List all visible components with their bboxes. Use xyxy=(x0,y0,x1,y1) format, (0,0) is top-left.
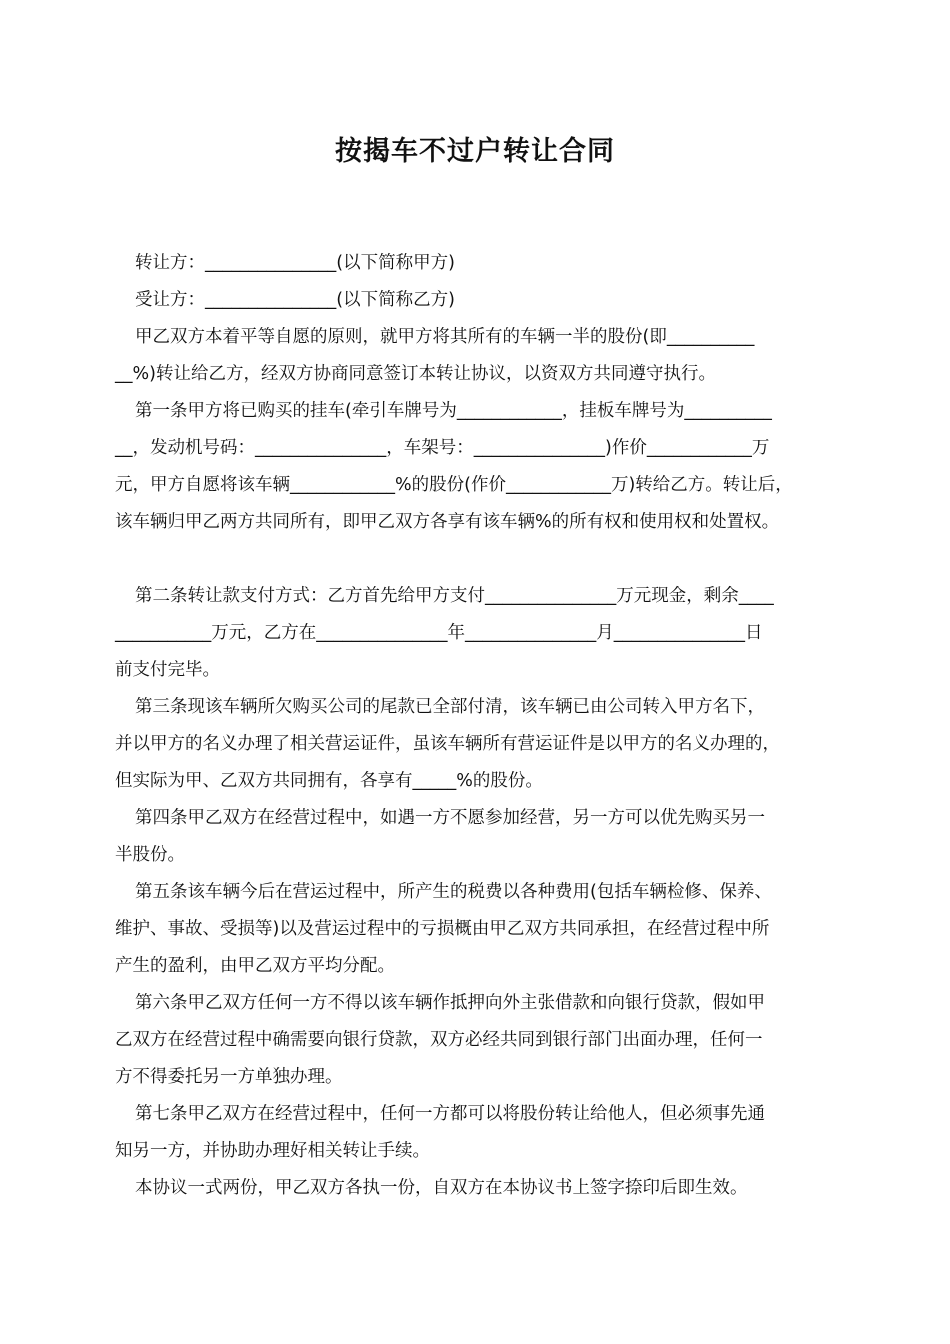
article-5-line-1: 第五条该车辆今后在营运过程中，所产生的税费以各种费用(包括车辆检修、保养、 xyxy=(135,882,772,902)
article-2-line-1: 第二条转让款支付方式：乙方首先给甲方支付_______________万元现金，剩余____ xyxy=(135,586,774,606)
preamble-line-1: 甲乙双方本着平等自愿的原则，就甲方将其所有的车辆一半的股份(即__________ xyxy=(135,327,755,347)
article-4-line-1: 第四条甲乙双方在经营过程中，如遇一方不愿参加经营，另一方可以优先购买另一 xyxy=(135,808,765,828)
article-1-line-3: 元，甲方自愿将该车辆____________%的股份(作价____________万)转给乙方。转让后， xyxy=(115,475,793,495)
article-7-line-1: 第七条甲乙双方在经营过程中，任何一方都可以将股份转让给他人，但必须事先通 xyxy=(135,1104,765,1124)
article-3-line-2: 并以甲方的名义办理了相关营运证件，虽该车辆所有营运证件是以甲方的名义办理的， xyxy=(115,734,780,754)
article-3-line-3: 但实际为甲、乙双方共同拥有，各享有_____%的股份。 xyxy=(115,771,543,791)
article-5-line-3: 产生的盈利，由甲乙双方平均分配。 xyxy=(115,956,395,976)
transferor-line: 转让方：_______________(以下简称甲方) xyxy=(135,253,455,273)
paragraph-gap xyxy=(115,541,840,578)
article-4-line-2: 半股份。 xyxy=(115,845,185,865)
article-2-line-2: ___________万元，乙方在_______________年_______________月_______________日 xyxy=(115,623,763,643)
article-3-line-1: 第三条现该车辆所欠购买公司的尾款已全部付清，该车辆已由公司转入甲方名下， xyxy=(135,697,765,717)
article-1-line-1: 第一条甲方将已购买的挂车(牵引车牌号为____________，挂板车牌号为__________ xyxy=(135,401,772,421)
document-body xyxy=(115,245,840,1207)
document-title: 按揭车不过户转让合同 xyxy=(335,136,615,167)
article-1-line-2: __，发动机号码：_______________，车架号：_______________)作价____________万 xyxy=(115,438,770,458)
article-6-line-1: 第六条甲乙双方任何一方不得以该车辆作抵押向外主张借款和向银行贷款，假如甲 xyxy=(135,993,765,1013)
article-1-line-4: 该车辆归甲乙两方共同所有，即甲乙双方各享有该车辆%的所有权和使用权和处置权。 xyxy=(115,512,780,532)
effectiveness-clause: 本协议一式两份，甲乙双方各执一份，自双方在本协议书上签字捺印后即生效。 xyxy=(135,1178,748,1198)
article-7-line-2: 知另一方，并协助办理好相关转让手续。 xyxy=(115,1141,430,1161)
preamble-line-2: __%)转让给乙方，经双方协商同意签订本转让协议，以资双方共同遵守执行。 xyxy=(115,364,716,384)
article-2-line-3: 前支付完毕。 xyxy=(115,660,220,680)
transferee-line: 受让方：_______________(以下简称乙方) xyxy=(135,290,455,310)
article-6-line-2: 乙双方在经营过程中确需要向银行贷款，双方必经共同到银行部门出面办理，任何一 xyxy=(115,1030,763,1050)
article-5-line-2: 维护、事故、受损等)以及营运过程中的亏损概由甲乙双方共同承担，在经营过程中所 xyxy=(115,919,770,939)
article-6-line-3: 方不得委托另一方单独办理。 xyxy=(115,1067,343,1087)
